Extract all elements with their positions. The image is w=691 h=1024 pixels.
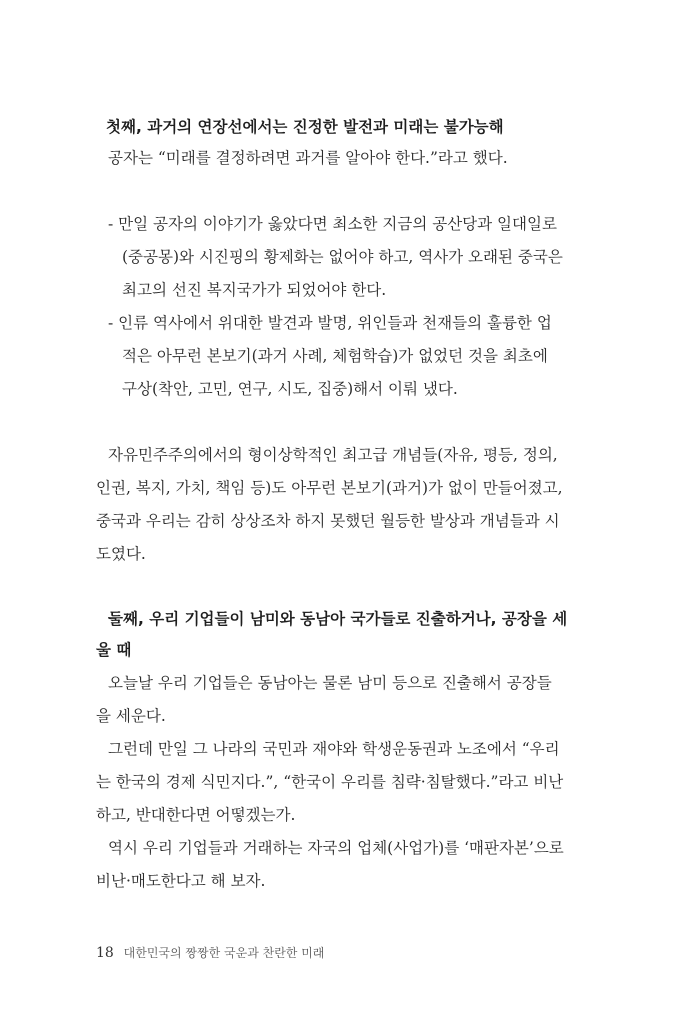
section-1-heading: 첫째, 과거의 연장선에서는 진정한 발전과 미래는 불가능해 bbox=[106, 118, 504, 136]
paragraph-4-line-1: 역시 우리 기업들과 거래하는 자국의 업체(사업가)를 ‘매판자본’으로 bbox=[108, 839, 564, 857]
paragraph-1-line-3: 중국과 우리는 감히 상상조차 하지 못했던 월등한 발상과 개념들과 시 bbox=[96, 512, 560, 530]
paragraph-1-line-2: 인권, 복지, 가치, 책임 등)도 아무런 본보기(과거)가 없이 만들어졌고, bbox=[96, 479, 563, 497]
bullet-2-line-2: 적은 아무런 본보기(과거 사례, 체험학습)가 없었던 것을 최초에 bbox=[122, 347, 548, 365]
paragraph-1-line-1: 자유민주주의에서의 형이상학적인 최고급 개념들(자유, 평등, 정의, bbox=[108, 446, 558, 464]
bullet-2-line-3: 구상(착안, 고민, 연구, 시도, 집중)해서 이뤄 냈다. bbox=[122, 380, 458, 398]
bullet-2-line-1: - 인류 역사에서 위대한 발견과 발명, 위인들과 천재들의 훌륭한 업 bbox=[108, 314, 552, 332]
section-1-intro: 공자는 “미래를 결정하려면 과거를 알아야 한다.”라고 했다. bbox=[108, 149, 508, 167]
paragraph-1-line-4: 도였다. bbox=[96, 545, 146, 563]
bullet-1-line-3: 최고의 선진 복지국가가 되었어야 한다. bbox=[122, 281, 387, 299]
bullet-1-line-1: - 만일 공자의 이야기가 옳았다면 최소한 지금의 공산당과 일대일로 bbox=[108, 215, 557, 233]
paragraph-2-line-2: 을 세운다. bbox=[96, 707, 166, 725]
paragraph-4-line-2: 비난·매도한다고 해 보자. bbox=[96, 872, 266, 890]
page-number: 18 bbox=[96, 945, 114, 961]
bullet-1-line-2: (중공몽)와 시진핑의 황제화는 없어야 하고, 역사가 오래된 중국은 bbox=[122, 248, 563, 266]
page-footer bbox=[96, 944, 324, 961]
section-2-heading-line-2: 울 때 bbox=[96, 641, 132, 659]
paragraph-3-line-3: 하고, 반대한다면 어떻겠는가. bbox=[96, 806, 296, 824]
running-title: 대한민국의 짱짱한 국운과 찬란한 미래 bbox=[123, 946, 325, 960]
paragraph-3-line-2: 는 한국의 경제 식민지다.”, “한국이 우리를 침략·침탈했다.”라고 비난 bbox=[96, 773, 564, 791]
paragraph-3-line-1: 그런데 만일 그 나라의 국민과 재야와 학생운동권과 노조에서 “우리 bbox=[108, 740, 560, 758]
paragraph-2-line-1: 오늘날 우리 기업들은 동남아는 물론 남미 등으로 진출해서 공장들 bbox=[108, 674, 552, 692]
section-2-heading-line-1: 둘째, 우리 기업들이 남미와 동남아 국가들로 진출하거나, 공장을 세 bbox=[108, 610, 568, 628]
